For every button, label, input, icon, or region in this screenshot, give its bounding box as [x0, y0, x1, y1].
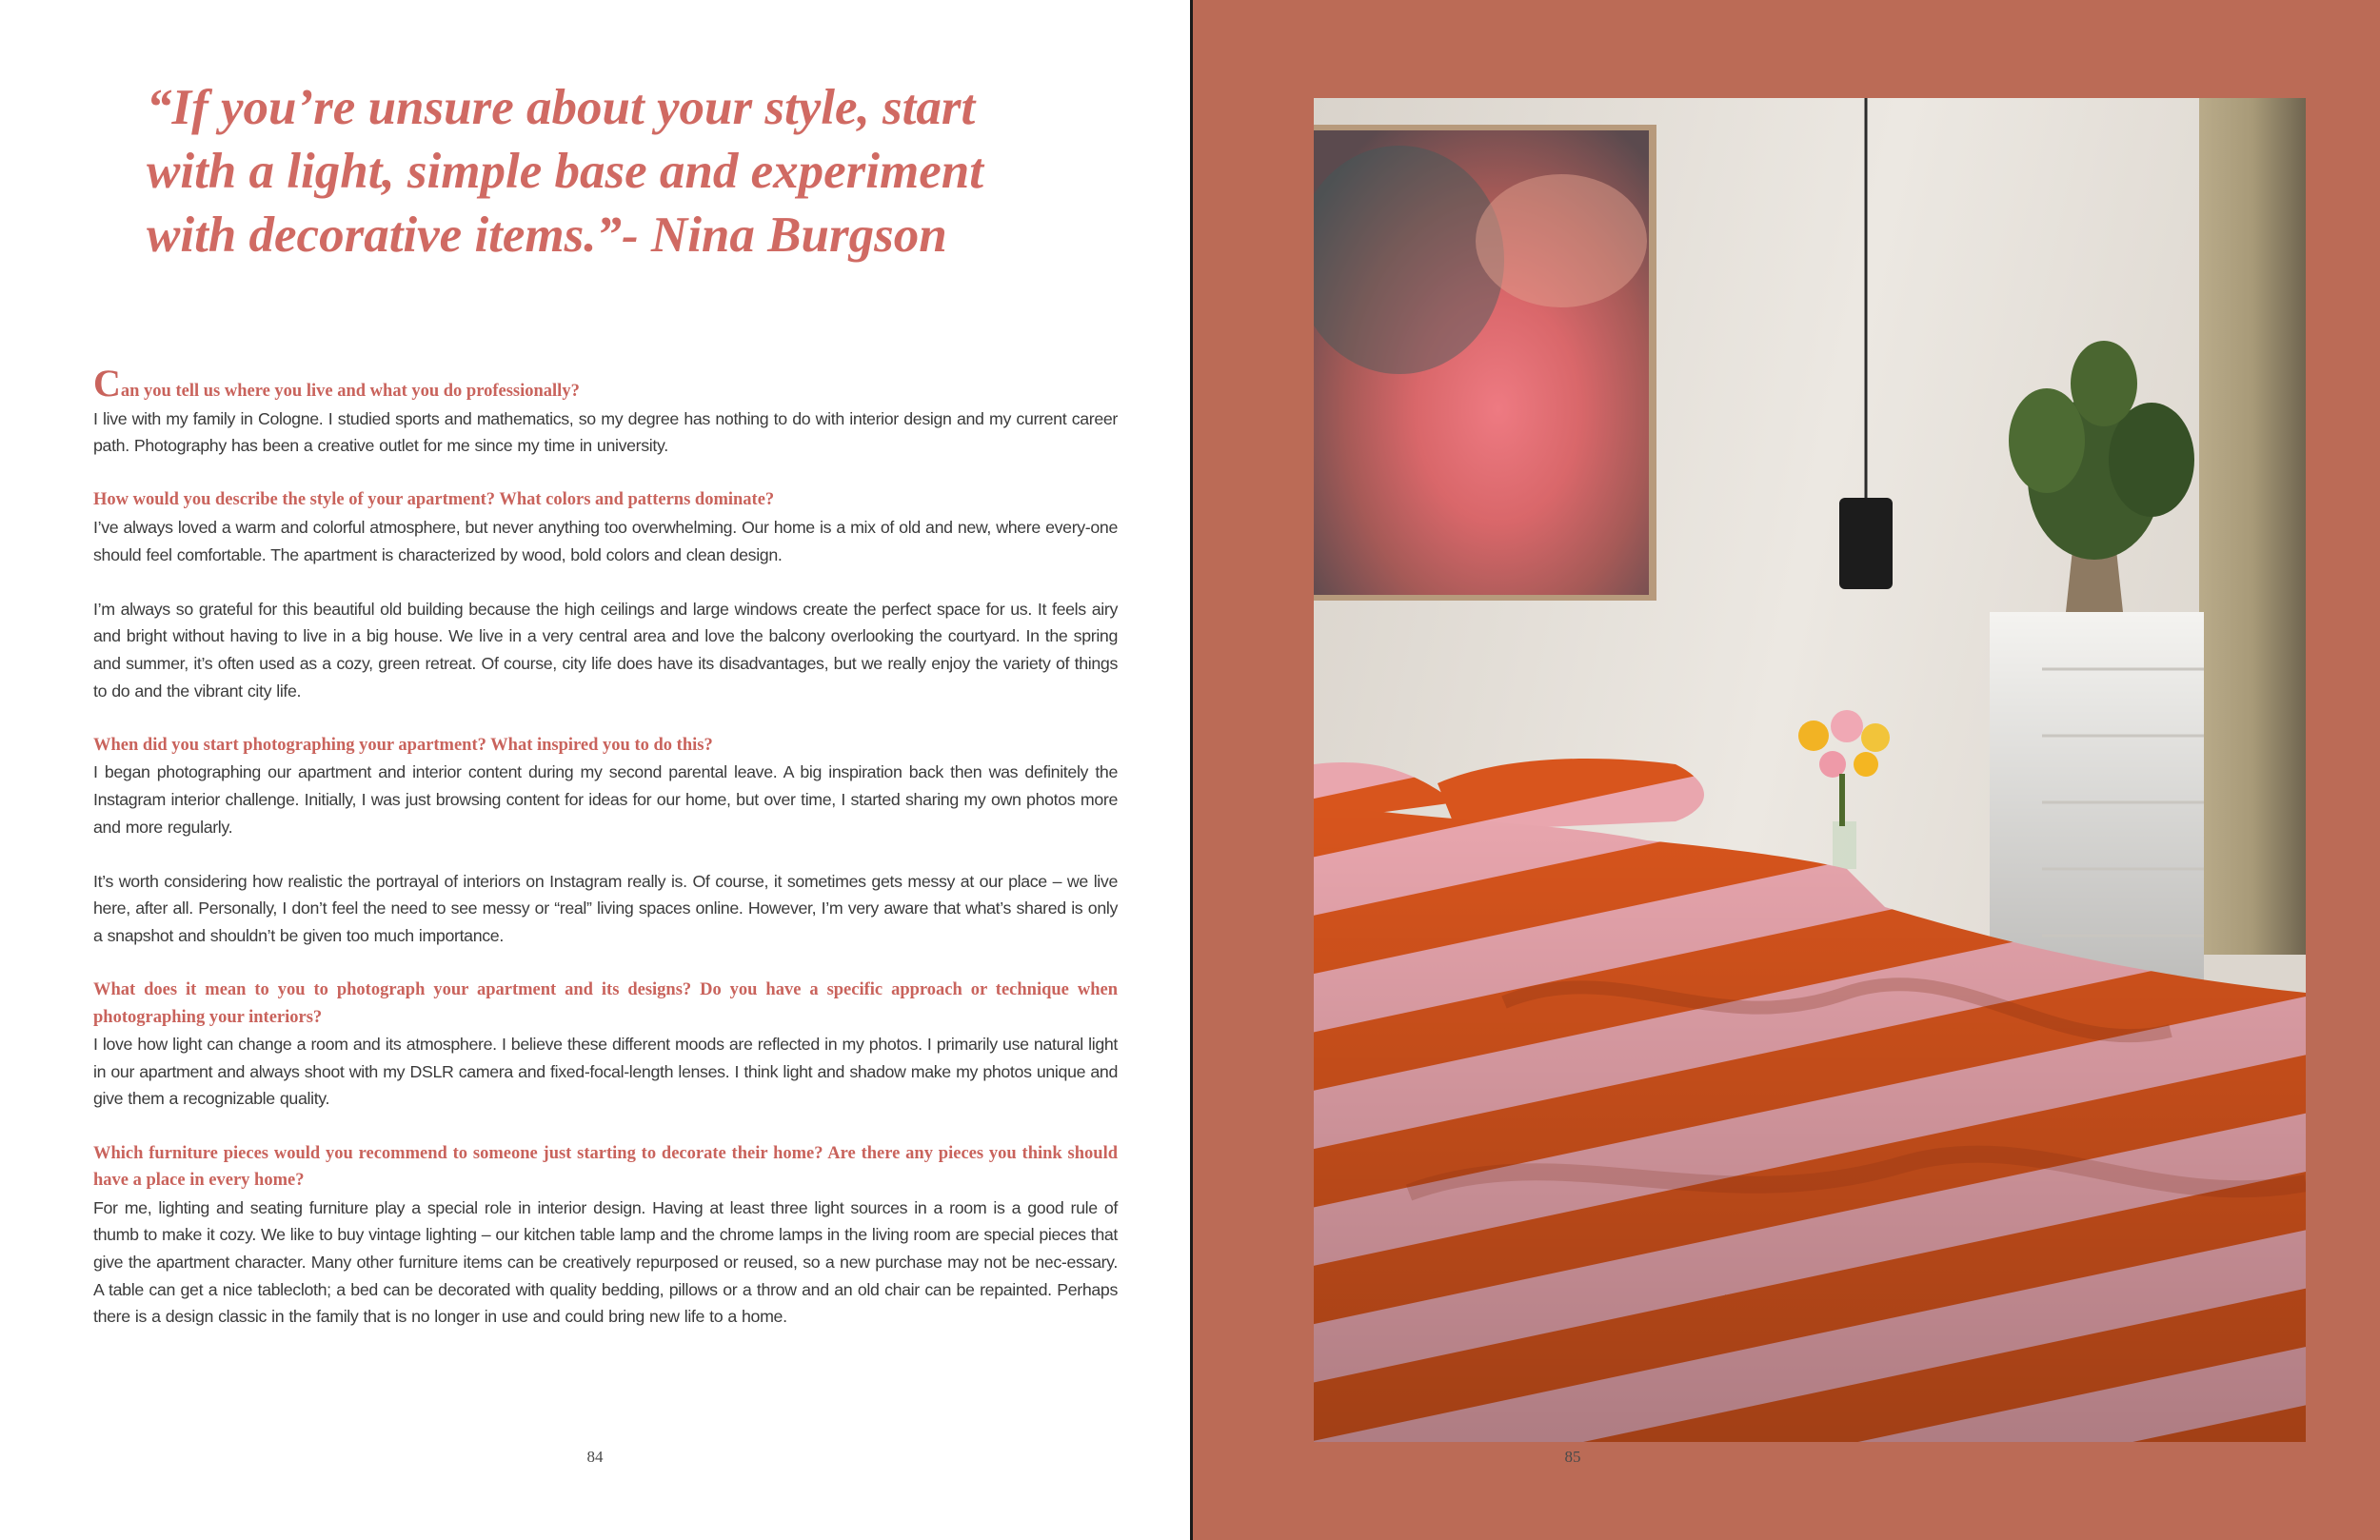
- question-5: Which furniture pieces would you recommend to someone just starting to decorate their home? Are there any pieces you think should have a place in every home?: [93, 1143, 1118, 1191]
- question-4: What does it mean to you to photograph your apartment and its designs? Do you have a specific approach or technique when photographing your interiors?: [93, 980, 1118, 1027]
- bedroom-photo: [1314, 98, 2306, 1442]
- answer-4: I love how light can change a room and its atmosphere. I believe these different moods are reflected in my photos. I primarily use natural light in our apartment and always shoot with my DSLR camera and fixed-focal-length lenses. I think light and shadow make my photos unique and give them a recognizable quality.: [93, 1035, 1118, 1109]
- question-1-text: an you tell us where you live and what you do professionally?: [120, 382, 580, 401]
- question-1: [93, 362, 1118, 405]
- painting: [1314, 125, 1656, 601]
- answer-5: For me, lighting and seating furniture play a special role in interior design. Having at least three light sources in a room is a good rule of thumb to make it cozy. We like to buy vintage lighting – our kitchen table lamp and the chrome lamps in the living room are special pieces that give the apartment character. Many other furniture items can be creatively repurposed or reused, so a new purchase may not be nec-essary. A table can get a nice tablecloth; a bed can be decorated with quality bedding, pillows or a throw and an old chair can be repainted. Perhaps there is a design classic in the family that is no longer in use and could bring new life to a home.: [93, 1197, 1118, 1327]
- question-2: How would you describe the style of your apartment? What colors and patterns dominate?: [93, 490, 775, 510]
- answer-2: I’ve always loved a warm and colorful atmosphere, but never anything too overwhelming. Our home is a mix of old and new, where every-one should feel comfortable. The apartment is characterized by wood, bold colors and clean design.: [93, 517, 1118, 564]
- page-number-left: 84: [586, 1448, 604, 1466]
- drop-cap: C: [93, 362, 121, 405]
- pull-quote: “If you’re unsure about your style, start with a light, simple base and experiment with decorative items.”- Nina Burgson: [147, 80, 983, 263]
- answer-3: I began photographing our apartment and interior content during my second parental leave. A big inspiration back then was definitely the Instagram interior challenge. Initially, I was just browsing content for ideas for our home, but over time, I started sharing my own photos more and more regularly.: [93, 762, 1118, 837]
- page-number-right: 85: [1564, 1448, 1581, 1466]
- interview-body: [93, 362, 1118, 1331]
- answer-2-continued: I’m always so grateful for this beautiful old building because the high ceilings and large windows create the perfect space for us. It feels airy and bright without having to live in a big house. We live in a very central area and love the balcony overlooking the courtyard. In the spring and summer, it’s often used as a cozy, green retreat. Of course, city life does have its disadvantages, but we really enjoy the variety of things to do and the vibrant city life.: [93, 599, 1118, 701]
- question-3: When did you start photographing your apartment? What inspired you to do this?: [93, 735, 713, 755]
- answer-3-continued: It’s worth considering how realistic the portrayal of interiors on Instagram really is. Of course, it sometimes gets messy at our place – we live here, after all. Personally, I don’t feel the need to see messy or “real” living spaces online. However, I’m very aware that what’s shared is only a snapshot and shouldn’t be given too much importance.: [93, 871, 1118, 945]
- answer-1: I live with my family in Cologne. I studied sports and mathematics, so my degree has nothing to do with interior design and my current career path. Photography has been a creative outlet for me since my time in university.: [93, 408, 1118, 456]
